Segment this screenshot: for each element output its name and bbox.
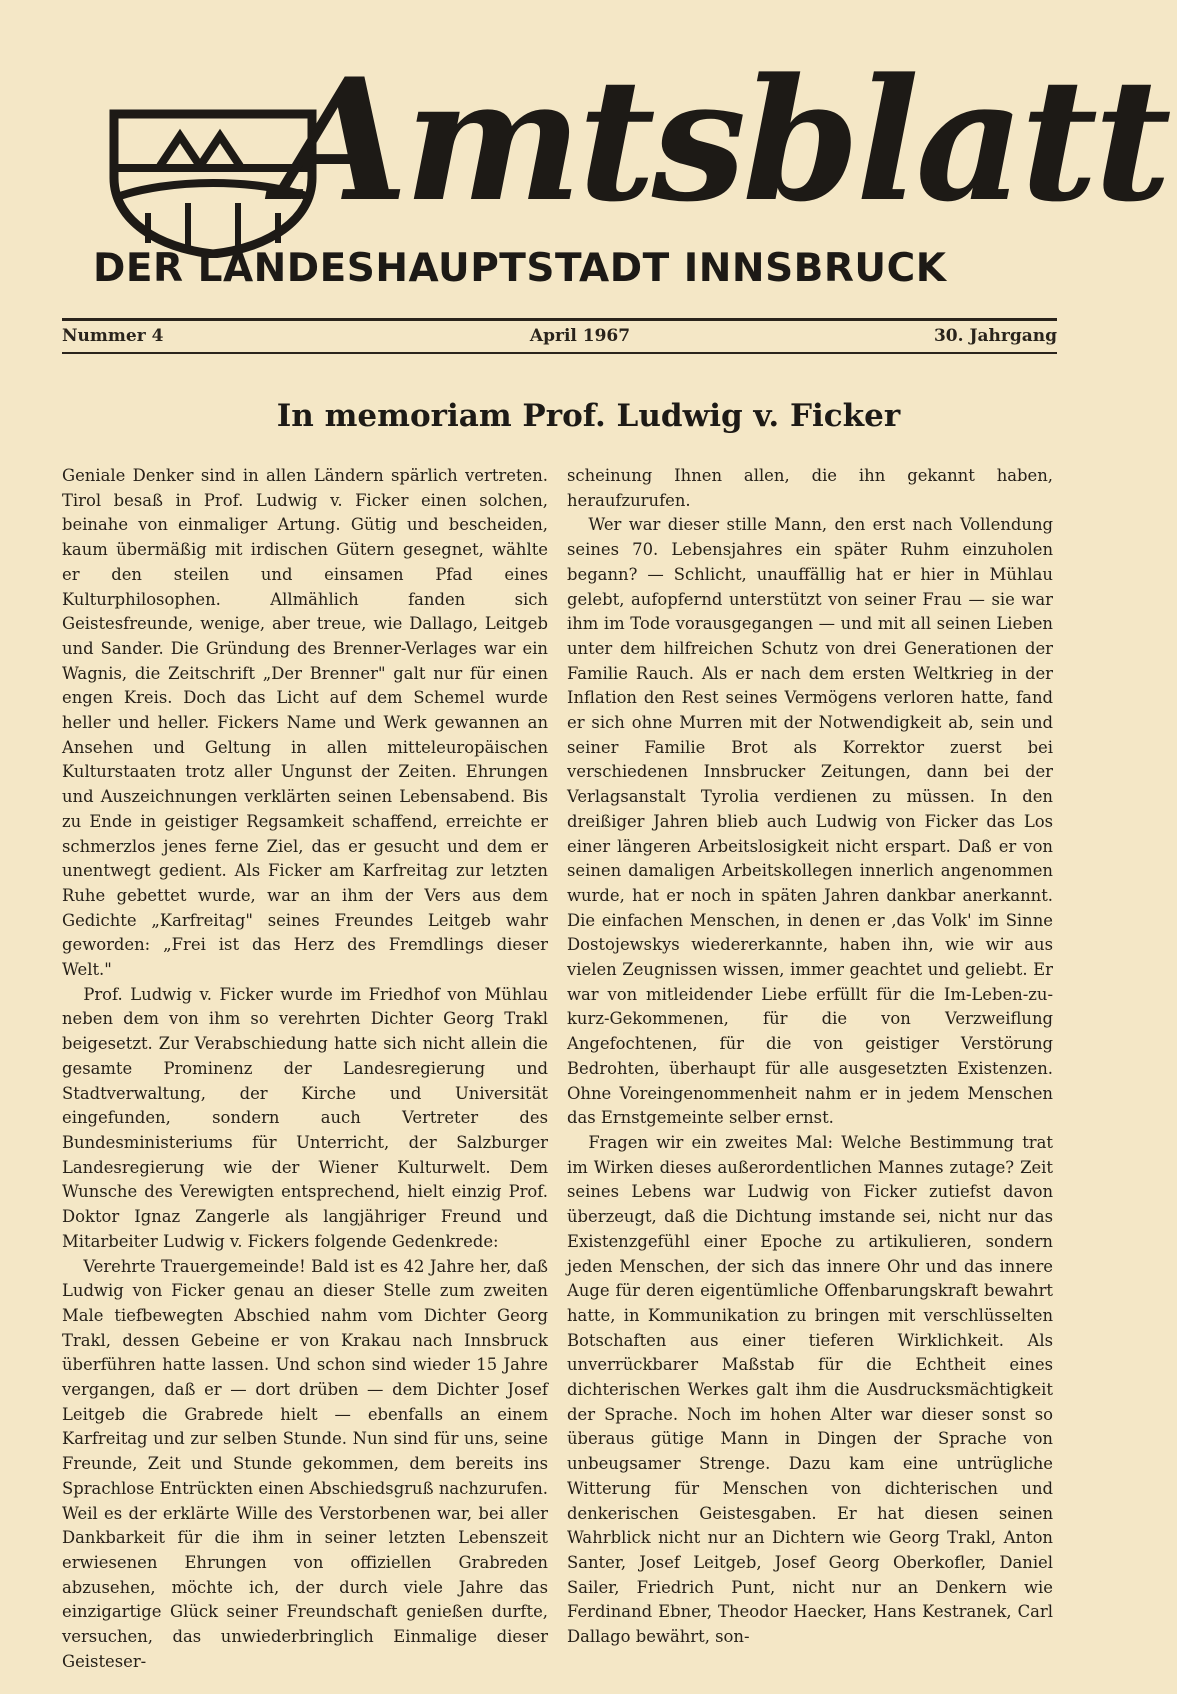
issue-volume: 30. Jahrgang bbox=[933, 326, 1057, 346]
paragraph: Fragen wir ein zweites Mal: Welche Bestimmung trat im Wirken dieses außerordentlichen Mannes zutage? Zeit seines Lebens war Ludwig von Ficker zutiefst davon überzeugt, daß die Dichtung imstande sei, nicht nur das Existenzgefühl einer Epoche zu artikulieren, sondern jeden Menschen, der sich das innere Ohr und das innere Auge für deren eigentümliche Offenbarungskraft bewahrt hatte, in Kommunikation zu bringen mit verschlüsselten Botschaften aus einer tieferen Wirklichkeit. Als unverrückbarer Maßstab für die Echtheit eines dichterischen Werkes galt ihm die Ausdrucksmächtigkeit der Sprache. Noch im hohen Alter war dieser sonst so überaus gütige Mann in Dingen der Sprache von unbeugsamer Strenge. Dazu kam eine untrügliche Witterung für Menschen von dichterischen und denkerischen Geistesgaben. Er hat diesen seinen Wahrblick nicht nur an Dichtern wie Georg Trakl, Anton Santer, Josef Leitgeb, Josef Georg Oberkofler, Daniel Sailer, Friedrich Punt, nicht nur an Denkern wie Ferdinand Ebner, Theodor Haecker, Hans Kestranek, Carl Dallago bewährt, son- bbox=[567, 1132, 1053, 1647]
paragraph: Prof. Ludwig v. Ficker wurde im Friedhof von Mühlau neben dem von ihm so verehrten Dichter Georg Trakl beigesetzt. Zur Verabschiedung hatte sich nicht allein die gesamte Prominenz der Landesregierung und Stadtverwaltung, der Kirche und Universität eingefunden, sondern auch Vertreter des Bundesministeriums für Unterricht, der Salzburger Landesregierung wie der Wiener Kulturwelt. Dem Wunsche des Verewigten entsprechend, hielt einzig Prof. Doktor Ignaz Zangerle als langjähriger Freund und Mitarbeiter Ludwig v. Fickers folgende Gedenkrede: bbox=[62, 984, 548, 1251]
article-headline: In memoriam Prof. Ludwig v. Ficker bbox=[276, 398, 901, 434]
masthead-subtitle: DER LANDESHAUPTSTADT INNSBRUCK bbox=[93, 246, 947, 291]
issue-date: April 1967 bbox=[529, 326, 631, 346]
paragraph: scheinung Ihnen allen, die ihn gekannt haben, heraufzurufen. bbox=[567, 466, 1053, 510]
article-column-left bbox=[62, 464, 548, 1674]
article-column-right bbox=[567, 464, 1053, 1650]
paragraph: Verehrte Trauergemeinde! Bald ist es 42 Jahre her, daß Ludwig von Ficker genau an dieser Stelle zum zweiten Male tiefbewegten Abschied nahm vom Dichter Georg Trakl, dessen Gebeine er von Krakau nach Innsbruck überführen hatte lassen. Und schon sind wieder 15 Jahre vergangen, daß er — dort drüben — dem Dichter Josef Leitgeb die Grabrede hielt — ebenfalls an einem Karfreitag und zur selben Stunde. Nun sind für uns, seine Freunde, Zeit und Stunde gekommen, dem bereits ins Sprachlose Entrückten einen Abschiedsgruß nachzurufen. Weil es der erklärte Wille des Verstorbenen war, bei aller Dankbarkeit für die ihm in seiner letzten Lebenszeit erwiesenen Ehrungen von offiziellen Grabreden abzusehen, möchte ich, der durch viele Jahre das einzigartige Glück seiner Freundschaft genießen durfte, versuchen, das unwiederbringlich Einmalige dieser Geisteser- bbox=[62, 1256, 548, 1671]
paragraph: Wer war dieser stille Mann, den erst nach Vollendung seines 70. Lebensjahres ein später Ruhm einzuholen begann? — Schlicht, unauffällig hat er hier in Mühlau gelebt, aufopfernd unterstützt von seiner Frau — sie war ihm im Tode vorausgegangen — und mit all seinen Lieben unter dem hilfreichen Schutz von drei Generationen der Familie Rauch. Als er nach dem ersten Weltkrieg in der Inflation den Rest seines Vermögens verloren hatte, fand er sich ohne Murren mit der Notwendigkeit ab, sein und seiner Familie Brot als Korrektor zuerst bei verschiedenen Innsbrucker Zeitungen, dann bei der Verlagsanstalt Tyrolia verdienen zu müssen. In den dreißiger Jahren blieb auch Ludwig von Ficker das Los einer längeren Arbeitslosigkeit nicht erspart. Daß er von seinen damaligen Arbeitskollegen innerlich angenommen wurde, hat er noch in späten Jahren dankbar anerkannt. Die einfachen Menschen, in denen er ‚das Volk' im Sinne Dostojewskys wiedererkannte, haben ihn, wie wir aus vielen Zeugnissen wissen, immer geachtet und geliebt. Er war von mitleidender Liebe erfüllt für die Im-Leben-zu-kurz-Gekommenen, für die von Verzweiflung Angefochtenen, für die von geistiger Verstörung Bedrohten, überhaupt für alle ausgesetzten Existenzen. Ohne Voreingenommenheit nahm er in jedem Menschen das Ernstgemeinte selber ernst. bbox=[567, 515, 1053, 1128]
top-rule bbox=[62, 318, 1057, 321]
issue-number: Nummer 4 bbox=[62, 326, 164, 346]
bottom-rule bbox=[62, 352, 1057, 354]
masthead-title: Amtsblatt bbox=[278, 41, 1168, 239]
masthead bbox=[108, 40, 1168, 240]
paragraph: Geniale Denker sind in allen Ländern spärlich vertreten. Tirol besaß in Prof. Ludwig v. Ficker einen solchen, beinahe von einmaliger Artung. Gütig und bescheiden, kaum übermäßig mit irdischen Gütern gesegnet, wählte er den steilen und einsamen Pfad eines Kulturphilosophen. Allmählich fanden sich Geistesfreunde, wenige, aber treue, wie Dallago, Leitgeb und Sander. Die Gründung des Brenner-Verlages war ein Wagnis, die Zeitschrift „Der Brenner" galt nur für einen engen Kreis. Doch das Licht auf dem Schemel wurde heller und heller. Fickers Name und Werk gewannen an Ansehen und Geltung in allen mitteleuropäischen Kulturstaaten trotz aller Ungunst der Zeiten. Ehrungen und Auszeichnungen verklärten seinen Lebensabend. Bis zu Ende in geistiger Regsamkeit schaffend, erreichte er schmerzlos jenes ferne Ziel, das er gesucht und dem er unentwegt gedient. Als Ficker am Karfreitag zur letzten Ruhe gebettet wurde, war an ihm der Vers aus dem Gedichte „Karfreitag" seines Freundes Leitgeb wahr geworden: „Frei ist das Herz des Fremdlings dieser Welt." bbox=[62, 466, 548, 980]
